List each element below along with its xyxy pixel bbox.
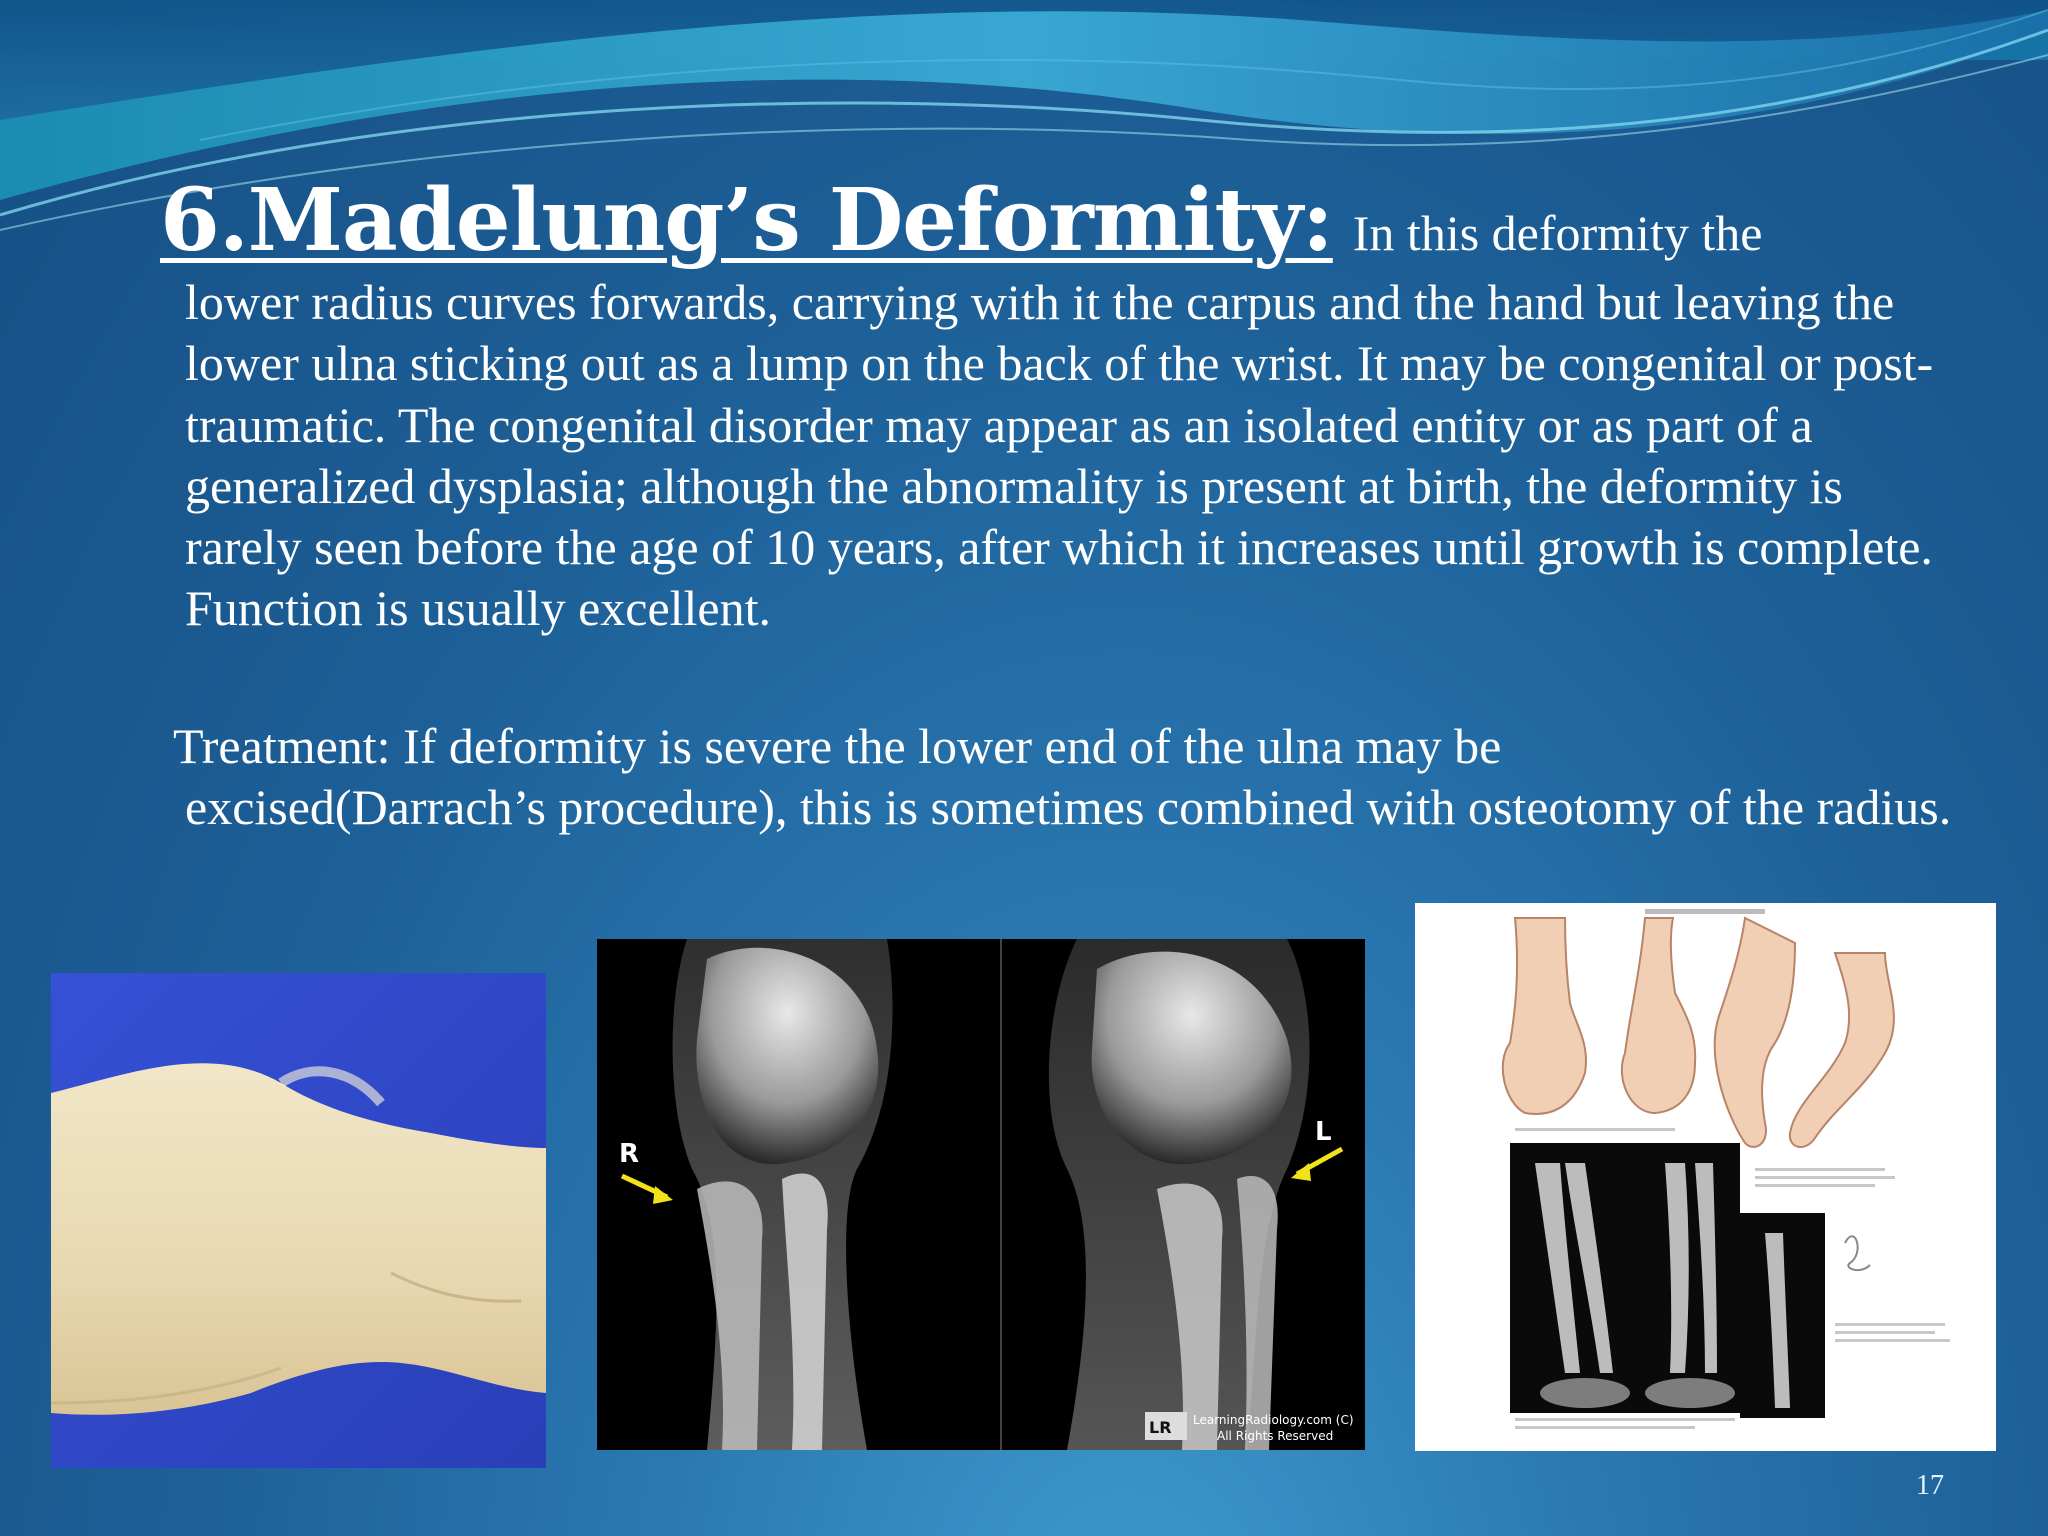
treatment-continuation: excised(Darrach’s procedure), this is sometimes combined with osteotomy of the radius. [185, 779, 1952, 836]
title-line [160, 170, 1762, 271]
xray-marker-l: L [1315, 1117, 1332, 1147]
watermark-line1: LearningRadiology.com (C) [1193, 1413, 1354, 1427]
treatment-paragraph [173, 716, 1963, 839]
page-number: 17 [1916, 1470, 1944, 1501]
textbook-figure [1415, 903, 1996, 1451]
watermark-logo: LR [1149, 1418, 1172, 1437]
treatment-first-line: Treatment: If deformity is severe the lower end of the ulna may be [173, 718, 1502, 774]
watermark-line2: All Rights Reserved [1217, 1429, 1334, 1443]
wrist-photo [51, 973, 546, 1468]
slide-title: 6.Madelung’s Deformity: [160, 170, 1333, 271]
xray-image [597, 939, 1365, 1450]
xray-marker-r: R [619, 1139, 640, 1169]
title-tail-text: In this deformity the [1352, 205, 1763, 261]
description-paragraph: lower radius curves forwards, carrying with it the carpus and the hand but leaving the lower ulna sticking out as a lump on the back of the wrist. It may be congenital or post-traumatic. The congenital disorder may appear as an isolated entity or as part of a generalized dysplasia; although the abnormality is present at birth, the deformity is rarely seen before the age of 10 years, after which it increases until growth is complete. Function is usually excellent. [185, 274, 1934, 637]
